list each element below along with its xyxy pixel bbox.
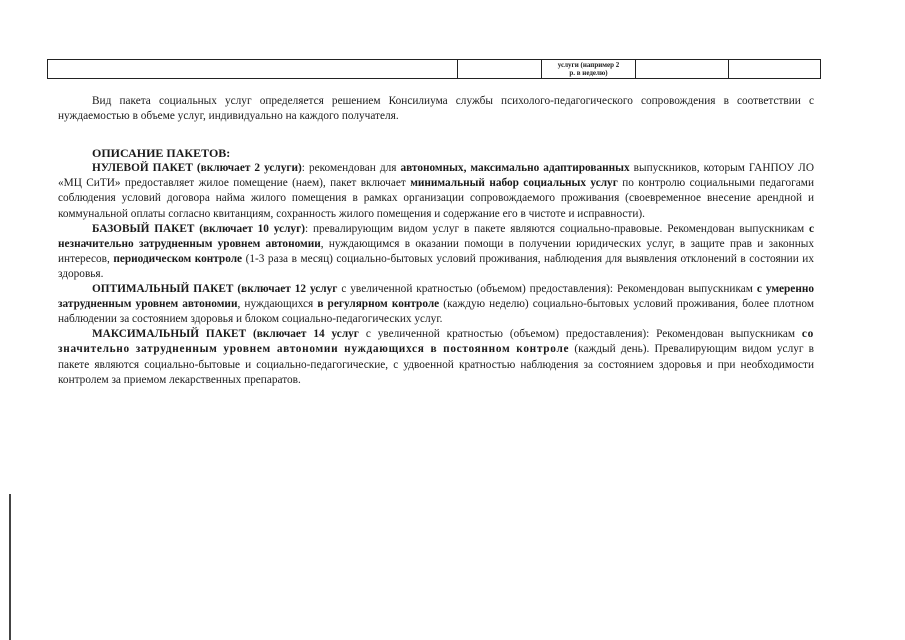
table-cell-empty (636, 60, 729, 78)
table-cell-empty (729, 60, 820, 78)
package-basic-paragraph: БАЗОВЫЙ ПАКЕТ (включает 10 услуг): превалирующим видом услуг в пакете являются социально-правовые. Рекомендован выпускникам с незначительно затрудненным уровнем автономии, нуждающимся в оказании помощи в получении юридических услуг, в защите прав и законных интересов, периодическом контроле (1-3 раза в месяц) социально-бытовых условий проживания, наблюдения для выявления отклонений в состоянии их здоровья. (58, 222, 814, 280)
package-max-paragraph: МАКСИМАЛЬНЫЙ ПАКЕТ (включает 14 услуг с увеличенной кратностью (объемом) предоставления): Рекомендован выпускникам со значительно затрудненным уровнем автономии нуждающихся в постоянном контроле (каждый день). Превалирующим видом услуг в пакете являются социально-бытовые и социально-педагогические, с удвоенной кратностью наблюдения за состоянием здоровья и при необходимости контролем за приемом лекарственных препаратов. (58, 328, 814, 386)
package-zero-title: НУЛЕВОЙ ПАКЕТ (включает 2 услуги) (92, 162, 302, 175)
intro-paragraph: Вид пакета социальных услуг определяется решением Консилиума службы психолого-педагогического сопровождения в соответствии с нуждаемостью в объеме услуг, индивидуально на каждого получателя. (58, 95, 814, 123)
package-zero-paragraph: НУЛЕВОЙ ПАКЕТ (включает 2 услуги): рекомендован для автономных, максимально адаптированных выпускников, которым ГАНПОУ ЛО «МЦ СиТИ» предоставляет жилое помещение (наем), пакет включает минимальный набор социальных услуг по контролю социальными педагогами соблюдения условий договора найма жилого помещения в рамках организации сопровождаемого проживания (своевременное внесение арендной и коммунальной оплаты согласно квитанциям, сохранность жилого помещения и содержание его в чистоте и исправности). (58, 162, 814, 220)
package-max-emphasis: со значительно затрудненным уровнем автономии нуждающихся в постоянном контроле (58, 328, 814, 356)
package-optimal-emphasis: с умеренно затрудненным уровнем автономии (58, 283, 814, 311)
package-basic-emphasis: периодическом контроле (113, 252, 243, 265)
package-basic-emphasis: с незначительно затрудненным уровнем автономии (58, 222, 814, 250)
table-cell-empty (458, 60, 542, 78)
package-zero-emphasis: автономных, максимально адаптированных (400, 162, 630, 175)
services-table-row (47, 59, 821, 79)
package-zero-emphasis: минимальный набор социальных услуг (410, 177, 618, 190)
table-cell-empty (48, 60, 458, 78)
package-optimal-emphasis: в регулярном контроле (317, 298, 440, 311)
packages-heading: ОПИСАНИЕ ПАКЕТОВ: (92, 146, 231, 161)
package-basic-title: БАЗОВЫЙ ПАКЕТ (включает 10 услуг) (92, 222, 305, 235)
table-cell-frequency: услуги (например 2 р. в неделю) (542, 60, 636, 78)
package-max-title: МАКСИМАЛЬНЫЙ ПАКЕТ (включает 14 услуг (92, 328, 359, 341)
package-optimal-title: ОПТИМАЛЬНЫЙ ПАКЕТ (включает 12 услуг (92, 283, 338, 296)
scan-artifact-line (9, 494, 11, 640)
package-optimal-paragraph: ОПТИМАЛЬНЫЙ ПАКЕТ (включает 12 услуг с увеличенной кратностью (объемом) предоставления): Рекомендован выпускникам с умеренно затрудненным уровнем автономии, нуждающихся в регулярном контроле (каждую неделю) социально-бытовых условий проживания, более плотном наблюдении за состоянием здоровья и блоком социально-педагогических услуг. (58, 283, 814, 326)
document-body (58, 94, 814, 388)
